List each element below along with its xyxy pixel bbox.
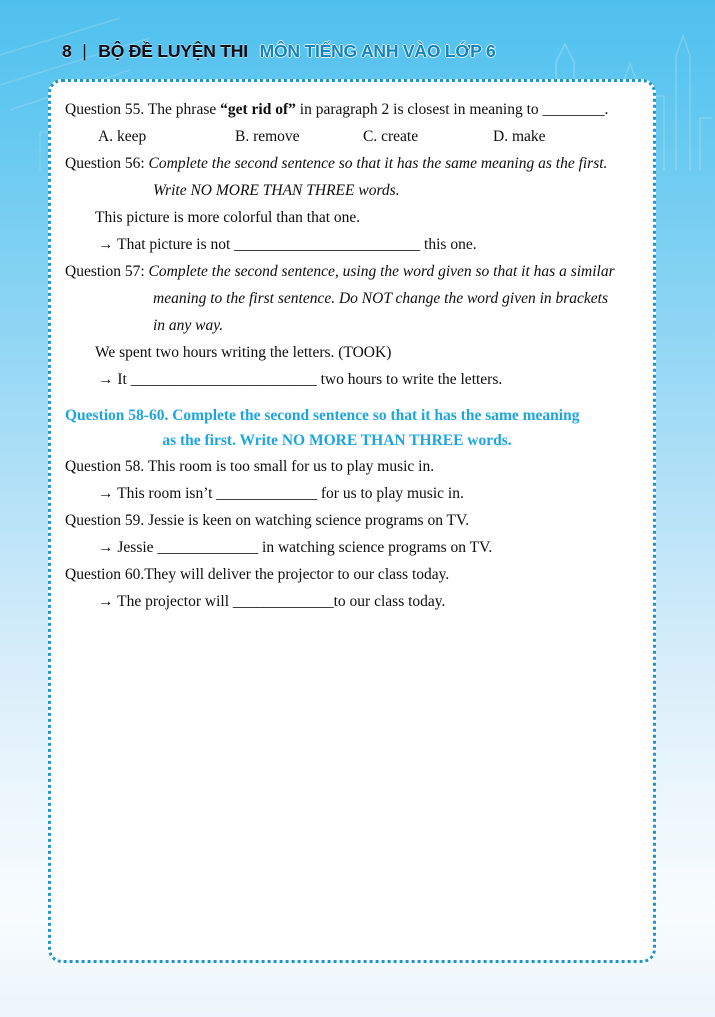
text-segment: Complete the second sentence, using the word given so that it has a similar (148, 263, 615, 280)
page-number: 8 (62, 41, 72, 61)
question-56-sentence (65, 204, 639, 231)
exam-sheet (48, 79, 656, 963)
question-58-answer-line (65, 480, 639, 507)
option-a: A. keep (98, 128, 147, 145)
text-segment: Question 57: (65, 263, 149, 280)
text-segment: Question 58. This room is too small for us to play music in. (65, 458, 435, 475)
text-segment: → This room isn’t _____________ for us to play music in. (98, 485, 464, 502)
book-title-dark: BỘ ĐỀ LUYỆN THI (98, 41, 248, 61)
text-segment: We spent two hours writing the letters. (TOOK) (95, 344, 392, 361)
question-55-options (65, 123, 639, 150)
questions-content (65, 96, 639, 615)
question-60 (65, 561, 639, 588)
text-segment: Write NO MORE THAN THREE words. (153, 182, 400, 199)
question-55 (65, 96, 639, 123)
text-segment: in any way. (153, 317, 224, 334)
option-c: C. create (363, 128, 419, 145)
question-56 (65, 150, 639, 177)
option-d: D. make (493, 128, 546, 145)
question-60-answer-line (65, 588, 639, 615)
question-58-60-heading-line-1 (65, 403, 639, 428)
text-segment: → Jessie _____________ in watching science programs on TV. (98, 539, 493, 556)
text-segment: Question 55. The phrase (65, 101, 221, 118)
text-segment: → That picture is not ________________________ this one. (98, 236, 477, 253)
question-57-instruction-line-3 (65, 312, 639, 339)
question-57-instruction-line-2 (65, 285, 639, 312)
question-58 (65, 453, 639, 480)
question-57 (65, 258, 639, 285)
question-58-60-heading-line-2 (65, 428, 639, 453)
text-segment: Question 59. Jessie is keen on watching science programs on TV. (65, 512, 470, 529)
header-separator: | (82, 41, 87, 61)
text-segment: → The projector will _____________to our class today. (98, 593, 446, 610)
text-segment: This picture is more colorful than that one. (95, 209, 361, 226)
question-57-sentence (65, 339, 639, 366)
text-segment: Question 58-60. Complete the second sentence so that it has the same meaning (65, 407, 580, 424)
text-segment: “get rid of” (220, 101, 296, 118)
question-56-answer-line (65, 231, 639, 258)
text-segment: as the first. Write NO MORE THAN THREE words. (162, 432, 512, 449)
book-title-accent: MÔN TIẾNG ANH VÀO LỚP 6 (259, 41, 496, 61)
text-segment: Question 60.They will deliver the projector to our class today. (65, 566, 450, 583)
option-b: B. remove (235, 128, 300, 145)
question-59-answer-line (65, 534, 639, 561)
text-segment: → It ________________________ two hours to write the letters. (98, 371, 503, 388)
text-segment: Complete the second sentence so that it has the same meaning as the first. (148, 155, 608, 172)
question-56-instruction-line-2 (65, 177, 639, 204)
question-57-answer-line (65, 366, 639, 393)
text-segment: meaning to the first sentence. Do NOT change the word given in brackets (153, 290, 609, 307)
page-header (62, 41, 495, 62)
text-segment: in paragraph 2 is closest in meaning to ________. (295, 101, 609, 118)
question-59 (65, 507, 639, 534)
text-segment: Question 56: (65, 155, 149, 172)
